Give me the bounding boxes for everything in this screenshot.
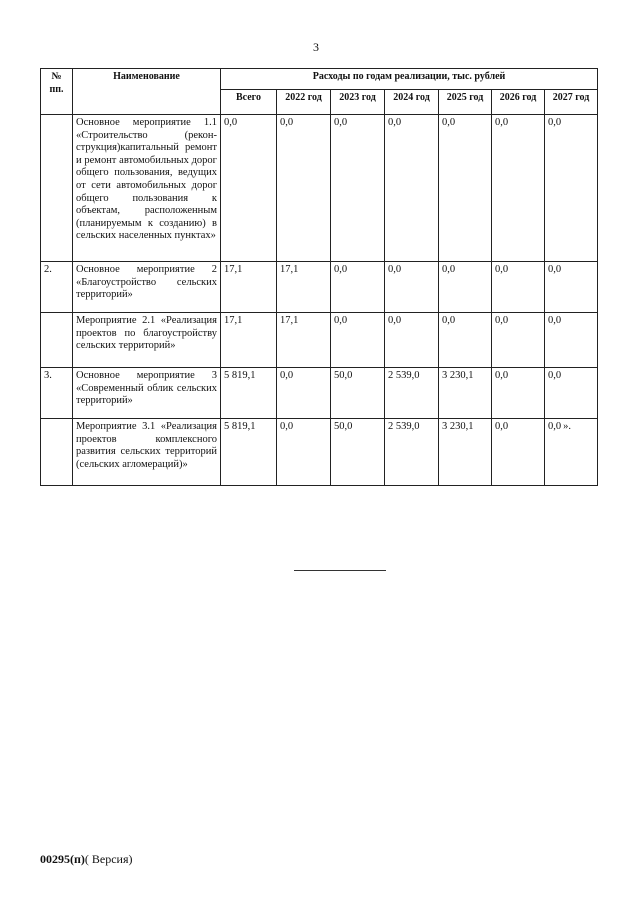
cell-2024: 2 539,0 xyxy=(385,368,439,419)
cell-2022: 0,0 xyxy=(277,419,331,486)
cell-2025: 0,0 xyxy=(439,262,492,313)
cell-2025: 3 230,1 xyxy=(439,368,492,419)
cell-total: 17,1 xyxy=(221,262,277,313)
row-name: Основное мероприятие 2 «Благоустройство сельских территорий» xyxy=(73,262,221,313)
header-year-2025: 2025 год xyxy=(439,90,492,115)
cell-2022: 17,1 xyxy=(277,262,331,313)
header-name: Наименование xyxy=(73,69,221,115)
cell-2027 xyxy=(545,419,598,486)
table-row xyxy=(41,368,598,419)
header-num: № пп. xyxy=(41,69,73,115)
separator-line xyxy=(294,570,386,571)
table-row xyxy=(41,313,598,368)
row-name: Основное мероприятие 1.1 «Строительство (реконструкция)капитальный ремонт и ремонт автомобильных дорог общего пользования, ведущих от сети автомобильных дорог общего пользования к объектам, расположенным (планируемым к созданию) в сельских населенных пунктах» xyxy=(73,115,221,262)
footer-document-code xyxy=(40,852,133,867)
cell-2023: 0,0 xyxy=(331,115,385,262)
cell-2024: 0,0 xyxy=(385,115,439,262)
cell-2026: 0,0 xyxy=(492,313,545,368)
row-num xyxy=(41,115,73,262)
row-num xyxy=(41,419,73,486)
cell-total: 0,0 xyxy=(221,115,277,262)
cell-2023: 50,0 xyxy=(331,419,385,486)
page-number: 3 xyxy=(313,40,319,54)
header-year-2024: 2024 год xyxy=(385,90,439,115)
row-num: 2. xyxy=(41,262,73,313)
header-expenses-group: Расходы по годам реализации, тыс. рублей xyxy=(221,69,598,90)
cell-2023: 0,0 xyxy=(331,262,385,313)
cell-2022: 17,1 xyxy=(277,313,331,368)
table-row xyxy=(41,262,598,313)
cell-2026: 0,0 xyxy=(492,419,545,486)
cell-2027: 0,0 xyxy=(545,262,598,313)
header-year-2027: 2027 год xyxy=(545,90,598,115)
cell-2024: 0,0 xyxy=(385,262,439,313)
cell-2024: 2 539,0 xyxy=(385,419,439,486)
cell-2026: 0,0 xyxy=(492,115,545,262)
header-year-2023: 2023 год xyxy=(331,90,385,115)
cell-total: 5 819,1 xyxy=(221,368,277,419)
cell-2026: 0,0 xyxy=(492,262,545,313)
row-name: Мероприятие 3.1 «Реализация проектов комплексного развития сельских территорий (сельских агломераций)» xyxy=(73,419,221,486)
cell-2025: 3 230,1 xyxy=(439,419,492,486)
cell-total: 17,1 xyxy=(221,313,277,368)
row-name: Мероприятие 2.1 «Реализация проектов по благоустройству сельских территорий» xyxy=(73,313,221,368)
cell-2023: 0,0 xyxy=(331,313,385,368)
cell-2025: 0,0 xyxy=(439,313,492,368)
table-row xyxy=(41,115,598,262)
row-num: 3. xyxy=(41,368,73,419)
document-code: 00295(п) xyxy=(40,852,85,866)
table-row xyxy=(41,419,598,486)
cell-2022: 0,0 xyxy=(277,115,331,262)
expenses-table xyxy=(40,68,598,486)
row-num xyxy=(41,313,73,368)
cell-2026: 0,0 xyxy=(492,368,545,419)
cell-2025: 0,0 xyxy=(439,115,492,262)
header-year-2026: 2026 год xyxy=(492,90,545,115)
cell-2027-value: 0,0 xyxy=(548,421,562,432)
cell-2027: 0,0 xyxy=(545,313,598,368)
cell-total: 5 819,1 xyxy=(221,419,277,486)
header-year-2022: 2022 год xyxy=(277,90,331,115)
document-version: ( Версия) xyxy=(84,852,133,866)
cell-2027: 0,0 xyxy=(545,368,598,419)
cell-2022: 0,0 xyxy=(277,368,331,419)
row-name: Основное мероприятие 3 «Современный облик сельских территорий» xyxy=(73,368,221,419)
cell-2027: 0,0 xyxy=(545,115,598,262)
cell-2023: 50,0 xyxy=(331,368,385,419)
header-total: Всего xyxy=(221,90,277,115)
closing-quote: ». xyxy=(563,421,571,432)
cell-2024: 0,0 xyxy=(385,313,439,368)
